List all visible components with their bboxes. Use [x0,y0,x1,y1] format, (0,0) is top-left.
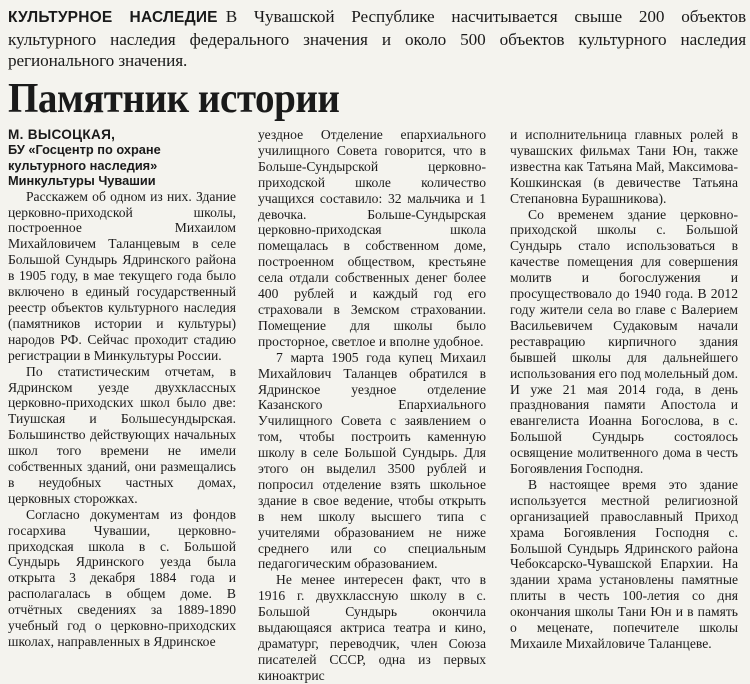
byline [8,127,236,189]
intro-block [8,6,746,72]
paragraph-9: В настоящее время это здание используется местной религиозной организацией православный Приход храма Богоявления Господня с. Большой Сундырь Ядринского района Чебоксарско-Чувашской Епархии. На здании храма установлены памятные плиты в честь 100-летия со дня окончания школы Тани Юн и в память о меценате, попечителе школы Михаиле Михайловиче Таланцеве. [510,476,738,651]
column-3 [510,127,738,661]
paragraph-2: По статистическим отчетам, в Ядринском уезде двухклассных церковно-приходских школ было две: Тиушская и Большесундырская. Большинство действующих начальных школ того времени не имели собственных зданий, они размещались в неудобных частных домах, церковных сторожках. [8,363,236,506]
intro-text: В Чувашской Республике насчитывается свыше 200 объектов культурного наследия федерального значения и около 500 объектов культурного наследия регионального значения. [8,7,746,70]
section-kicker: КУЛЬТУРНОЕ НАСЛЕДИЕ [8,9,218,26]
paragraph-8: Со временем здание церковно-приходской школы с. Большой Сундырь стало использоваться в качестве помещения для совершения молитв и богослужения и просуществовало до 1940 года. В 2012 году жители села во главе с Валерием Васильевичем Судаковым начали реставрацию кирпичного здания бывшей школы для дальнейшего использования его под молельный дом. И уже 21 мая 2014 года, в день празднования памяти Апостола и евангелиста Иоанна Богослова, в с. Большой Сундырь состоялось освящение молитвенного дома в честь Богоявления Господня. [510,206,738,477]
paragraph-6: Не менее интересен факт, что в 1916 г. двухклассную школу в с. Большой Сундырь окончила выдающаяся актриса театра и кино, драматург, переводчик, член Союза писателей СССР, одна из первых киноактрис [258,572,486,683]
column-1 [8,127,236,661]
paragraph-7: и исполнительница главных ролей в чувашских фильмах Тани Юн, также известна как Татьяна Май, Максимова-Кошкинская (в девичестве Татьяна Степановна Бурашникова). [510,127,738,206]
article-headline: Памятник истории [8,76,340,122]
author-name: М. ВЫСОЦКАЯ, [8,127,116,142]
paragraph-4: уездное Отделение епархиального училищного Совета говорится, что в Больше-Сундырской церковно-приходской школе количество учащихся составило: 32 мальчика и 1 девочка. Больше-Сундырская церковно-приходская школа помещалась в собственном доме, построенном обществом, крестьяне села отдали собственных денег более 400 рублей и каждый год его страховали в Земском страховании. Помещение для школы было просторное, светлое и вполне удобное. [258,127,486,349]
paragraph-5: 7 марта 1905 года купец Михаил Михайлович Таланцев обратился в Ядринское уездное отделение Казанского Епархиального Училищного Совета с заявлением о том, чтобы построить каменную школу в селе Большой Сундырь. Для этого он выделил 3500 рублей и попросил отделение взять школьное здание в свое ведение, чтобы открыть в нем школу высшего типа с учителями образованием не ниже среднего или со специальным педагогическим образованием. [258,349,486,572]
column-2 [258,127,486,683]
author-org: БУ «Госцентр по охране культурного наследия» [8,142,161,173]
author-ministry: Минкультуры Чувашии [8,173,156,189]
paragraph-1: Расскажем об одном из них. Здание церковно-приходской школы, построенное Михаилом Михайловичем Таланцевым в селе Большой Сундырь Ядринского района в 1905 году, в мае текущего года было включено в единый государственный реестр объектов культурного наследия (памятников истории и культуры) народов РФ. Сейчас проходит стадию регистрации в Минкультуры России. [8,188,236,363]
paragraph-3: Согласно документам из фондов госархива Чувашии, церковно-приходская школа в с. Большой Сундырь Ядринского уезда была открыта 3 декабря 1884 года и располагалась в общем доме. В отчётных сведениях за 1889-1890 учебный год о церковно-приходских школах, направленных в Ядринское [8,506,236,649]
